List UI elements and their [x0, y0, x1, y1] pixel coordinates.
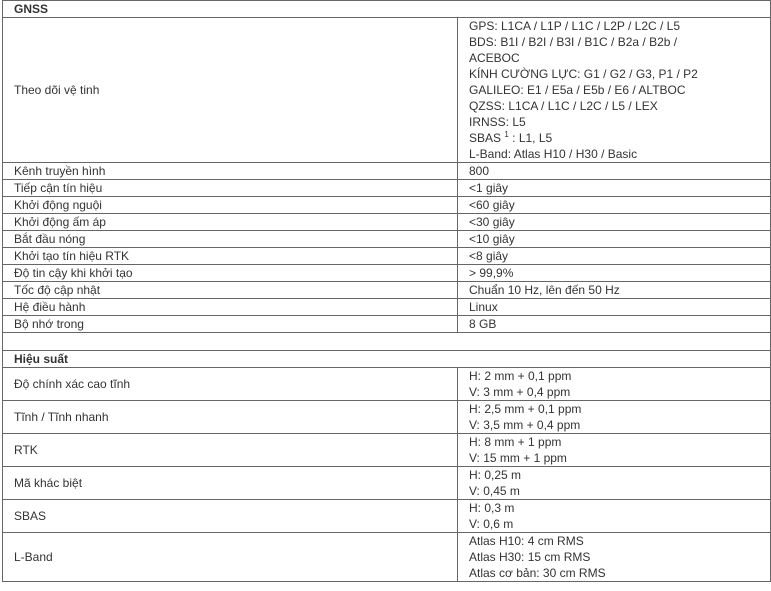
spec-label: SBAS — [3, 500, 458, 533]
spec-value: 8 GB — [458, 316, 771, 333]
table-row — [3, 180, 771, 197]
spec-value: <30 giây — [458, 214, 771, 231]
gnss-section-header — [3, 1, 771, 18]
spec-value: Chuẩn 10 Hz, lên đến 50 Hz — [458, 282, 771, 299]
spec-label: Tốc độ cập nhật — [3, 282, 458, 299]
tracking-value — [458, 18, 771, 163]
value-line: V: 0,6 m — [469, 517, 514, 531]
spec-label: Tiếp cận tín hiệu — [3, 180, 458, 197]
spec-label: L-Band — [3, 533, 458, 582]
value-line: H: 8 mm + 1 ppm — [469, 435, 562, 449]
table-row — [3, 163, 771, 180]
table-row — [3, 248, 771, 265]
spec-value — [458, 434, 771, 467]
spec-value — [458, 533, 771, 582]
lband-line: L-Band: Atlas H10 / H30 / Basic — [469, 147, 638, 161]
table-row — [3, 368, 771, 401]
spec-table — [2, 0, 771, 582]
performance-heading: Hiệu suất — [3, 351, 771, 368]
value-line: Atlas H10: 4 cm RMS — [469, 534, 584, 548]
spec-label: Khởi động nguội — [3, 197, 458, 214]
spec-label: Khởi động ấm áp — [3, 214, 458, 231]
spec-label: Độ chính xác cao tĩnh — [3, 368, 458, 401]
spec-label: Tĩnh / Tĩnh nhanh — [3, 401, 458, 434]
table-row — [3, 467, 771, 500]
spec-label: Bắt đầu nóng — [3, 231, 458, 248]
value-line: V: 0,45 m — [469, 484, 520, 498]
spec-value — [458, 368, 771, 401]
spec-value: <10 giây — [458, 231, 771, 248]
table-row — [3, 316, 771, 333]
spec-value: <8 giây — [458, 248, 771, 265]
value-line: Atlas cơ bản: 30 cm RMS — [469, 566, 606, 580]
table-row — [3, 282, 771, 299]
spec-value — [458, 500, 771, 533]
table-row — [3, 214, 771, 231]
spec-value: > 99,9% — [458, 265, 771, 282]
tracking-line: GALILEO: E1 / E5a / E5b / E6 / ALTBOC — [469, 83, 686, 97]
table-row — [3, 265, 771, 282]
spec-label: Hệ điều hành — [3, 299, 458, 316]
value-line: V: 3,5 mm + 0,4 ppm — [469, 418, 581, 432]
tracking-line: IRNSS: L5 — [469, 115, 526, 129]
spec-label: Bộ nhớ trong — [3, 316, 458, 333]
spec-value: <60 giây — [458, 197, 771, 214]
footnote-marker: 1 — [504, 130, 509, 139]
spec-label: Khởi tạo tín hiệu RTK — [3, 248, 458, 265]
spec-value: 800 — [458, 163, 771, 180]
gnss-heading: GNSS — [3, 1, 771, 18]
sbas-line — [469, 130, 770, 146]
section-spacer — [3, 333, 771, 351]
spec-value: Linux — [458, 299, 771, 316]
table-row — [3, 533, 771, 582]
spec-value: <1 giây — [458, 180, 771, 197]
value-line: H: 2,5 mm + 0,1 ppm — [469, 402, 582, 416]
spec-label: Kênh truyền hình — [3, 163, 458, 180]
table-row — [3, 434, 771, 467]
spec-label: Mã khác biệt — [3, 467, 458, 500]
tracking-line: KÍNH CƯỜNG LỰC: G1 / G2 / G3, P1 / P2 — [469, 67, 698, 81]
spec-label: Theo dõi vệ tinh — [3, 18, 458, 163]
table-row — [3, 401, 771, 434]
spec-label: Độ tin cậy khi khởi tạo — [3, 265, 458, 282]
value-line: H: 2 mm + 0,1 ppm — [469, 369, 572, 383]
table-row — [3, 299, 771, 316]
performance-section-header — [3, 351, 771, 368]
tracking-line: GPS: L1CA / L1P / L1C / L2P / L2C / L5 — [469, 19, 681, 33]
value-line: H: 0,25 m — [469, 468, 522, 482]
spec-value — [458, 401, 771, 434]
value-line: H: 0,3 m — [469, 501, 515, 515]
table-row — [3, 500, 771, 533]
value-line: Atlas H30: 15 cm RMS — [469, 550, 591, 564]
spec-value — [458, 467, 771, 500]
tracking-line: ACEBOC — [469, 51, 520, 65]
spec-label: RTK — [3, 434, 458, 467]
tracking-line: BDS: B1I / B2I / B3I / B1C / B2a / B2b / — [469, 35, 678, 49]
tracking-line: QZSS: L1CA / L1C / L2C / L5 / LEX — [469, 99, 658, 113]
table-row — [3, 18, 771, 163]
sbas-prefix: SBAS — [469, 131, 505, 145]
table-row — [3, 231, 771, 248]
table-row — [3, 197, 771, 214]
value-line: V: 15 mm + 1 ppm — [469, 451, 567, 465]
sbas-suffix: : L1, L5 — [508, 131, 553, 145]
value-line: V: 3 mm + 0,4 ppm — [469, 385, 571, 399]
